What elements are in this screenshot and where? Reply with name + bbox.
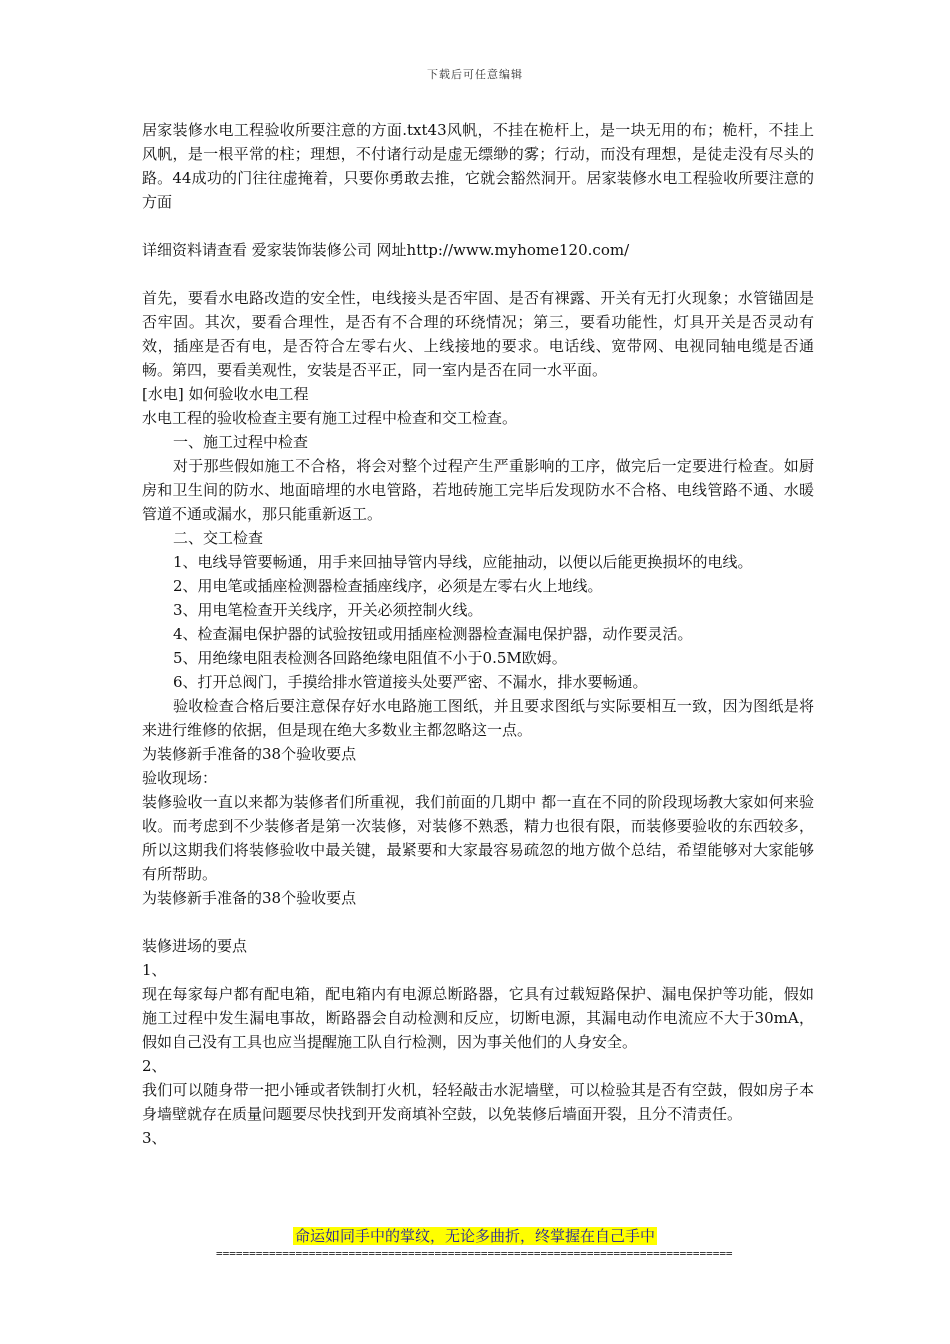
scene-label: 验收现场：	[142, 769, 218, 787]
check-item: 6、打开总阀门，手摸给排水管道接头处要严密、不漏水，排水要畅通。	[173, 673, 648, 691]
point-number: 1、	[142, 961, 167, 979]
check-item: 5、用绝缘电阻表检测各回路绝缘电阻值不小于0.5M欧姆。	[173, 649, 567, 667]
safety-paragraph: 首先，要看水电路改造的安全性，电线接头是否牢固、是否有裸露、开关有无打火现象；水管锚固是否牢固。其次，要看合理性，是否有不合理的环绕情况；第三，要看功能性，灯具开关是否灵动有效，插座是否有电，是否符合左零右火、上线接地的要求。电话线、宽带网、电视同轴电缆是否通畅。第四，要看美观性，安装是否平正，同一室内是否在同一水平面。	[142, 289, 814, 379]
section-subtitle: [水电] 如何验收水电工程	[142, 385, 309, 403]
check-item: 3、用电笔检查开关线序，开关必须控制火线。	[173, 601, 483, 619]
heading-process-check: 一、施工过程中检查	[173, 433, 309, 451]
motto-text: 命运如同手中的掌纹，无论多曲折，终掌握在自己手中	[294, 1227, 655, 1245]
footer-motto	[0, 1226, 950, 1246]
document-body	[142, 118, 814, 1150]
check-item: 1、电线导管要畅通，用手来回抽导管内导线，应能抽动，以便以后能更换损坏的电线。	[173, 553, 753, 571]
check-item: 2、用电笔或插座检测器检查插座线序，必须是左零右火上地线。	[173, 577, 603, 595]
footer-rule: ==============================================================================	[216, 1247, 733, 1260]
point-number: 3、	[142, 1129, 167, 1147]
intro-paragraph: 居家装修水电工程验收所要注意的方面.txt43风帆，不挂在桅杆上，是一块无用的布；桅杆，不挂上风帆，是一根平常的柱；理想，不付诸行动是虚无缥缈的雾；行动，而没有理想，是徒走没有尽头的路。44成功的门往往虚掩着，只要你勇敢去推，它就会豁然洞开。居家装修水电工程验收所要注意的方面	[142, 121, 814, 211]
source-line: 详细资料请查看 爱家装饰装修公司 网址http://www.myhome120.com/	[142, 241, 630, 259]
point-text: 我们可以随身带一把小锤或者铁制打火机，轻轻敲击水泥墙壁，可以检验其是否有空鼓，假如房子本身墙壁就存在质量问题要尽快找到开发商填补空鼓，以免装修后墙面开裂，且分不清责任。	[142, 1081, 814, 1123]
closing-paragraph: 验收检查合格后要注意保存好水电路施工图纸，并且要求图纸与实际要相互一致，因为图纸是将来进行维修的依据，但是现在绝大多数业主都忽略这一点。	[142, 697, 814, 739]
section-lead: 水电工程的验收检查主要有施工过程中检查和交工检查。	[142, 409, 518, 427]
spacer	[142, 910, 814, 934]
spacer	[142, 262, 814, 286]
checklist-title: 为装修新手准备的38个验收要点	[142, 745, 357, 763]
point-text: 现在每家每户都有配电箱，配电箱内有电源总断路器，它具有过载短路保护、漏电保护等功能，假如施工过程中发生漏电事故，断路器会自动检测和反应，切断电源，其漏电动作电流应不大于30mA，假如自己没有工具也应当提醒施工队自行检测，因为事关他们的人身安全。	[142, 985, 814, 1051]
heading-final-check: 二、交工检查	[173, 529, 264, 547]
process-check-text: 对于那些假如施工不合格，将会对整个过程产生严重影响的工序，做完后一定要进行检查。如厨房和卫生间的防水、地面暗埋的水电管路，若地砖施工完毕后发现防水不合格、电线管路不通、水暖管道不通或漏水，那只能重新返工。	[142, 457, 814, 523]
checklist-intro: 装修验收一直以来都为装修者们所重视，我们前面的几期中 都一直在不同的阶段现场教大家如何来验收。而考虑到不少装修者是第一次装修，对装修不熟悉，精力也很有限，而装修要验收的东西较多，所以这期我们将装修验收中最关键，最紧要和大家最容易疏忽的地方做个总结，希望能够对大家能够有所帮助。	[142, 793, 814, 883]
checklist-title-repeat: 为装修新手准备的38个验收要点	[142, 889, 357, 907]
spacer	[142, 214, 814, 238]
page-header: 下载后可任意编辑	[427, 68, 523, 81]
entry-points-title: 装修进场的要点	[142, 937, 248, 955]
point-number: 2、	[142, 1057, 167, 1075]
check-item: 4、检查漏电保护器的试验按钮或用插座检测器检查漏电保护器，动作要灵活。	[173, 625, 693, 643]
